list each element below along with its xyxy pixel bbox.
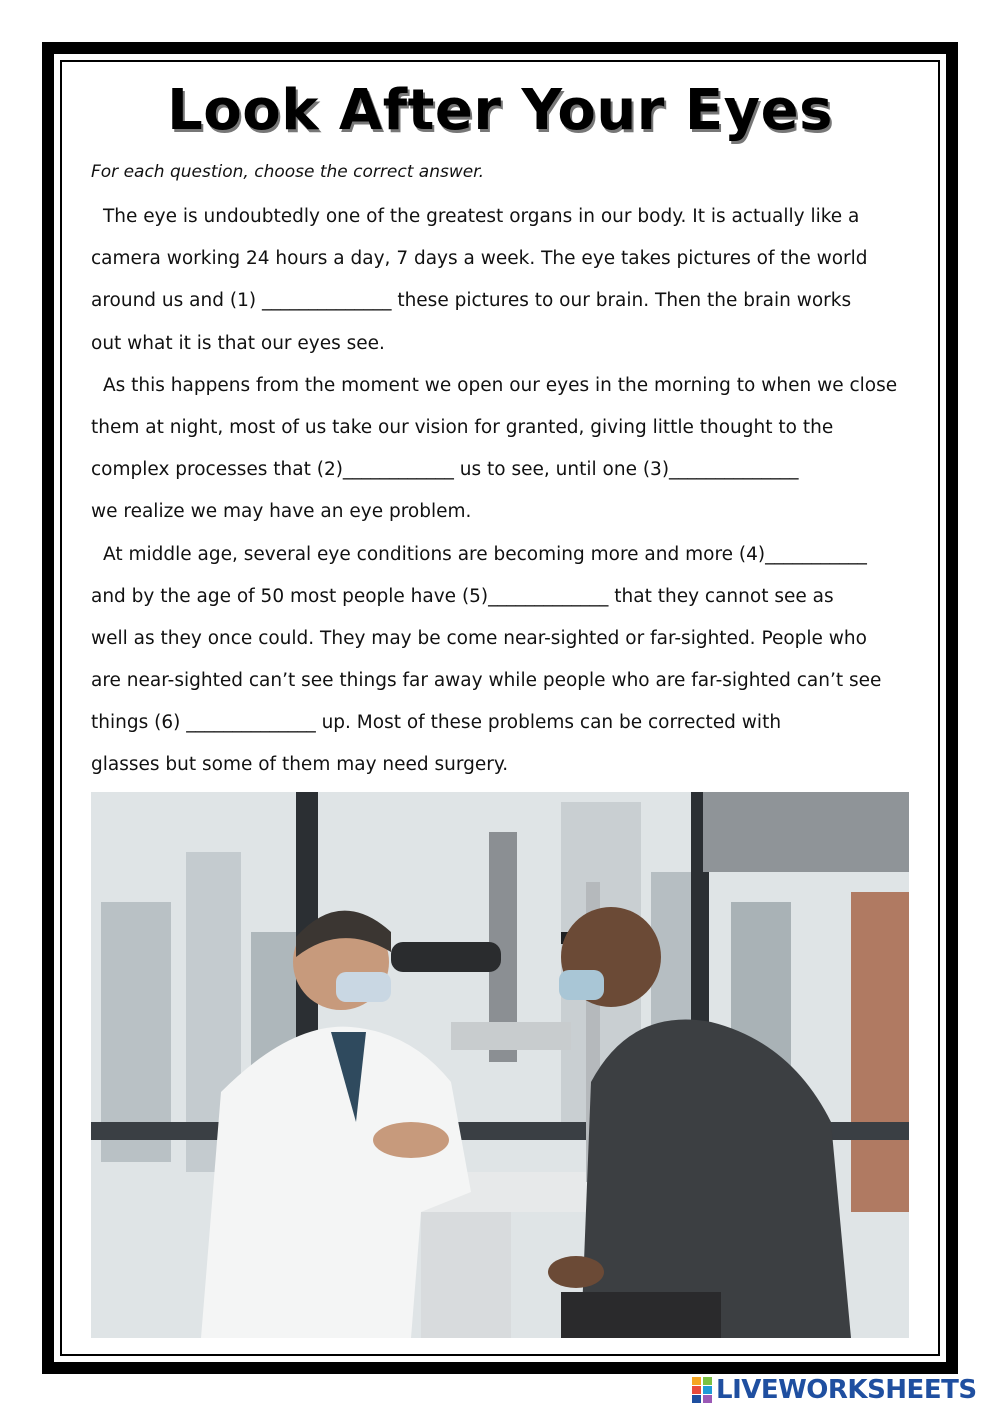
passage-line: are near-sighted can’t see things far away while people who are far-sighted can’t see [91,670,882,692]
passage-line: glasses but some of them may need surgery. [91,754,509,776]
passage-line: them at night, most of us take our vision for granted, giving little thought to the [91,416,834,438]
passage-line: things (6) ______________ up. Most of these problems can be corrected with [91,712,782,734]
liveworksheets-logo-text: LIVEWORKSHEETS [716,1375,977,1405]
passage-line: camera working 24 hours a day, 7 days a week. The eye takes pictures of the world [91,248,868,270]
liveworksheets-logo [692,1375,977,1405]
instruction-text: For each question, choose the correct answer. [91,162,485,182]
passage-line: As this happens from the moment we open our eyes in the morning to when we close [103,374,898,396]
worksheet-title: Look After Your Eyes [167,78,833,143]
eye-exam-illustration [91,792,909,1338]
eye-examination-photo [91,792,909,1338]
passage-line: At middle age, several eye conditions are becoming more and more (4)___________ [103,543,867,565]
passage-line: out what it is that our eyes see. [91,332,385,354]
passage-line: The eye is undoubtedly one of the greatest organs in our body. It is actually like a [103,206,860,227]
passage-line: well as they once could. They may be come near-sighted or far-sighted. People who [91,627,867,649]
reading-passage [91,196,921,787]
passage-line: around us and (1) ______________ these pictures to our brain. Then the brain works [91,290,852,312]
passage-line: complex processes that (2)____________ us to see, until one (3)______________ [91,459,799,481]
passage-line: we realize we may have an eye problem. [91,501,472,523]
passage-line: and by the age of 50 most people have (5)_____________ that they cannot see as [91,585,834,607]
liveworksheets-logo-icon [692,1377,712,1403]
